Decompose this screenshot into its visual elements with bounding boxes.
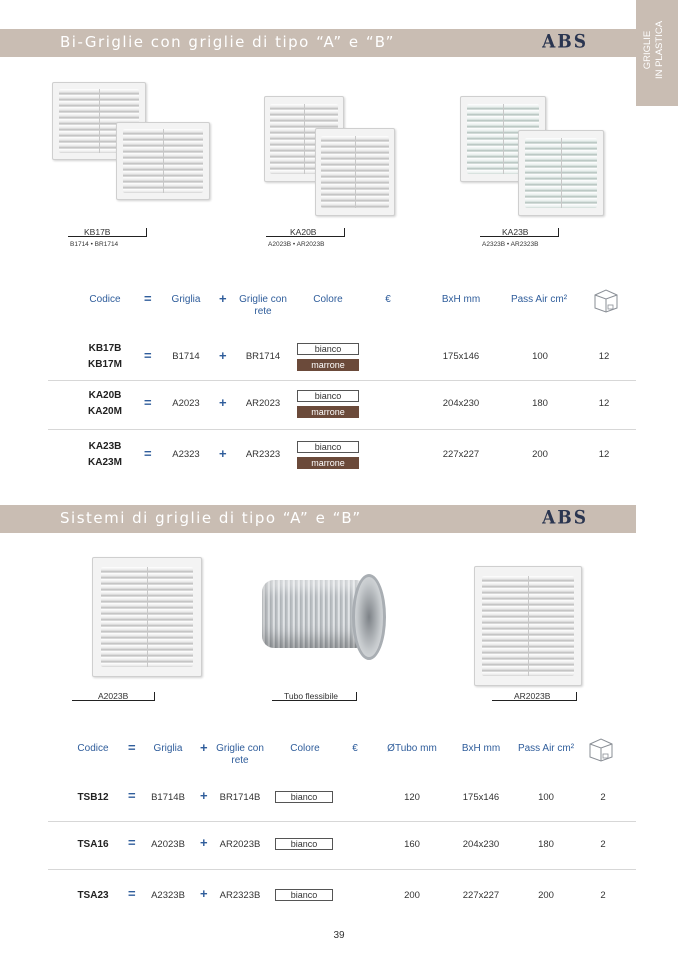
cell-rete: AR2323 xyxy=(245,449,281,460)
cell-rete: AR2323B xyxy=(219,890,261,901)
grille-image xyxy=(315,128,395,216)
plus-sign: + xyxy=(200,740,208,755)
cell-bxh: 204x230 xyxy=(442,398,480,409)
row-divider xyxy=(48,429,636,430)
plus-sign: + xyxy=(200,835,208,850)
cell-griglia: A2323 xyxy=(172,449,200,460)
header-price: € xyxy=(352,743,358,754)
color-chip-bianco: bianco xyxy=(275,889,333,901)
color-chip-bianco: bianco xyxy=(297,343,359,355)
row-divider xyxy=(48,380,636,381)
color-chip-marrone: marrone xyxy=(297,359,359,371)
product-caption-sub: B1714 • BR1714 xyxy=(70,241,119,248)
cell-rete: AR2023 xyxy=(245,398,281,409)
color-chip-marrone: marrone xyxy=(297,457,359,469)
cell-rete: BR1714B xyxy=(219,792,261,803)
header-colore: Colore xyxy=(290,743,320,754)
product-caption-sub: A2023B • AR2023B xyxy=(268,241,325,248)
section2-title-band xyxy=(0,505,636,533)
abs-logo: ABS xyxy=(542,507,588,529)
cell-rete: AR2023B xyxy=(219,839,261,850)
box-icon xyxy=(587,735,615,763)
header-griglie-rete: Griglie con rete xyxy=(216,743,264,766)
table-row-code: TSA23 xyxy=(77,890,109,901)
plus-sign: + xyxy=(200,788,208,803)
equals-sign: = xyxy=(144,348,152,363)
section1-title-band xyxy=(0,29,636,57)
color-chip-bianco: bianco xyxy=(275,838,333,850)
cell-griglia: A2023B xyxy=(151,839,185,850)
header-colore: Colore xyxy=(313,294,343,305)
cell-qty: 2 xyxy=(600,792,606,803)
cell-rete: BR1714 xyxy=(245,351,281,362)
plus-sign: + xyxy=(219,348,227,363)
side-tab-label: GRIGLIE IN PLASTICA xyxy=(642,20,665,80)
row-divider xyxy=(48,869,636,870)
cell-bxh: 227x227 xyxy=(442,449,480,460)
section2-title: Sistemi di griglie di tipo “A” e “B” xyxy=(60,509,362,527)
cell-pass-air: 180 xyxy=(538,839,554,850)
grille-image xyxy=(518,130,604,216)
header-codice: Codice xyxy=(77,743,109,754)
row-divider xyxy=(48,821,636,822)
equals-sign: = xyxy=(128,835,136,850)
table-row-code: TSB12 xyxy=(77,792,109,803)
table-row-code: TSA16 xyxy=(77,839,109,850)
header-bxh: BxH mm xyxy=(441,294,481,305)
category-side-tab xyxy=(636,0,678,106)
equals-sign: = xyxy=(144,395,152,410)
cell-qty: 2 xyxy=(600,839,606,850)
cell-qty: 12 xyxy=(598,351,610,362)
grille-image xyxy=(116,122,210,200)
header-griglia: Griglia xyxy=(171,294,201,305)
cell-qty: 12 xyxy=(598,449,610,460)
cell-griglia: B1714B xyxy=(151,792,185,803)
cell-qty: 2 xyxy=(600,890,606,901)
equals-sign: = xyxy=(128,788,136,803)
equals-sign: = xyxy=(128,740,136,755)
header-pass-air: Pass Air cm² xyxy=(510,294,568,305)
cell-pass-air: 180 xyxy=(532,398,548,409)
plus-sign: + xyxy=(219,446,227,461)
header-pass-air: Pass Air cm² xyxy=(517,743,575,754)
header-tubo: ØTubo mm xyxy=(387,743,437,754)
cell-tubo: 160 xyxy=(404,839,420,850)
grille-image xyxy=(92,557,202,677)
product-caption-sub: A2323B • AR2323B xyxy=(482,241,539,248)
page-number: 39 xyxy=(333,930,345,941)
cell-pass-air: 200 xyxy=(538,890,554,901)
color-chip-bianco: bianco xyxy=(297,390,359,402)
cell-griglia: A2323B xyxy=(151,890,185,901)
cell-pass-air: 100 xyxy=(532,351,548,362)
cell-pass-air: 200 xyxy=(532,449,548,460)
flexible-tube-end xyxy=(352,574,386,660)
cell-bxh: 204x230 xyxy=(462,839,500,850)
table-row-code: KA23B KA23M xyxy=(88,441,122,468)
grille-image xyxy=(474,566,582,686)
plus-sign: + xyxy=(219,291,227,306)
cell-bxh: 227x227 xyxy=(462,890,500,901)
equals-sign: = xyxy=(128,886,136,901)
cell-qty: 12 xyxy=(598,398,610,409)
equals-sign: = xyxy=(144,291,152,306)
plus-sign: + xyxy=(219,395,227,410)
cell-griglia: A2023 xyxy=(172,398,200,409)
color-chip-bianco: bianco xyxy=(297,441,359,453)
table-row-code: KA20B KA20M xyxy=(88,390,122,417)
table-row-code: KB17B KB17M xyxy=(88,343,122,370)
header-griglia: Griglia xyxy=(153,743,183,754)
cell-bxh: 175x146 xyxy=(462,792,500,803)
abs-logo: ABS xyxy=(542,31,588,53)
cell-pass-air: 100 xyxy=(538,792,554,803)
section1-title: Bi-Griglie con griglie di tipo “A” e “B” xyxy=(60,33,395,51)
header-bxh: BxH mm xyxy=(461,743,501,754)
box-icon xyxy=(592,286,620,314)
color-chip-marrone: marrone xyxy=(297,406,359,418)
header-price: € xyxy=(385,294,391,305)
cell-griglia: B1714 xyxy=(172,351,200,362)
header-griglie-rete: Griglie con rete xyxy=(239,294,287,317)
cell-tubo: 120 xyxy=(404,792,420,803)
equals-sign: = xyxy=(144,446,152,461)
cell-bxh: 175x146 xyxy=(442,351,480,362)
plus-sign: + xyxy=(200,886,208,901)
header-codice: Codice xyxy=(89,294,121,305)
color-chip-bianco: bianco xyxy=(275,791,333,803)
cell-tubo: 200 xyxy=(404,890,420,901)
